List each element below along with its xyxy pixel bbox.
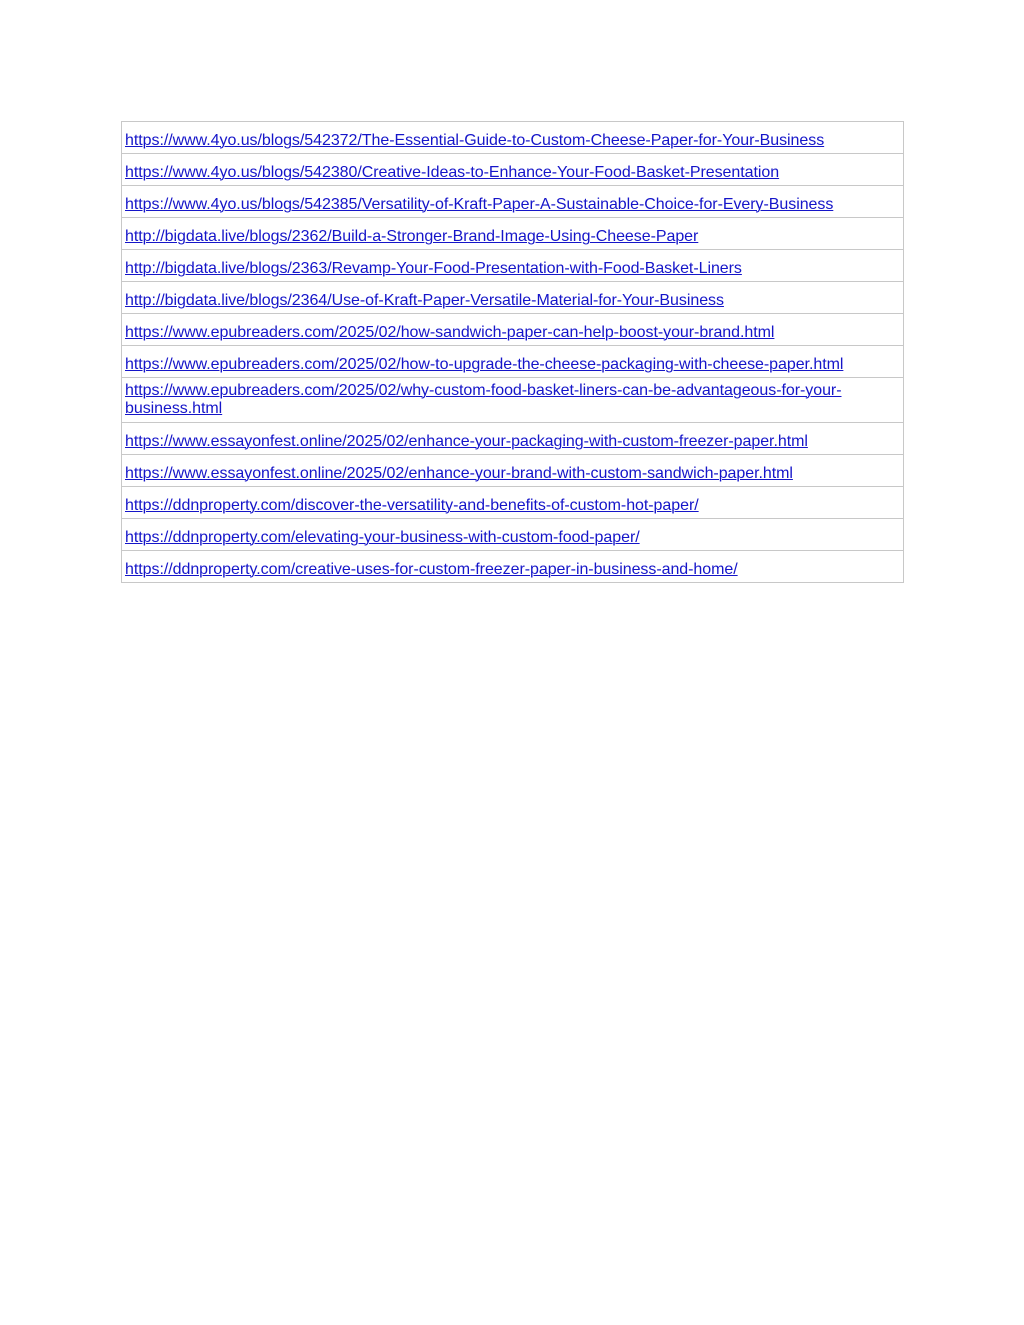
link-epubreaders-sandwich-paper[interactable]: https://www.epubreaders.com/2025/02/how-sandwich-paper-can-help-boost-your-brand.html	[125, 324, 775, 341]
link-ddnproperty-hot-paper[interactable]: https://ddnproperty.com/discover-the-versatility-and-benefits-of-custom-hot-paper/	[125, 497, 699, 514]
link-4yo-cheese-paper-guide[interactable]: https://www.4yo.us/blogs/542372/The-Essential-Guide-to-Custom-Cheese-Paper-for-Your-Business	[125, 132, 825, 149]
table-row	[122, 487, 903, 519]
table-row	[122, 282, 903, 314]
table-row	[122, 346, 903, 378]
table-row	[122, 314, 903, 346]
link-epubreaders-cheese-packaging[interactable]: https://www.epubreaders.com/2025/02/how-to-upgrade-the-cheese-packaging-with-cheese-paper.html	[125, 356, 844, 373]
link-text-line-2: business.html	[125, 400, 223, 417]
table-row	[122, 551, 903, 583]
table-row	[122, 186, 903, 218]
link-essayonfest-freezer-paper[interactable]: https://www.essayonfest.online/2025/02/enhance-your-packaging-with-custom-freezer-paper.html	[125, 433, 808, 450]
table-row	[122, 154, 903, 186]
link-ddnproperty-food-paper[interactable]: https://ddnproperty.com/elevating-your-business-with-custom-food-paper/	[125, 529, 640, 546]
link-epubreaders-food-basket-liners[interactable]	[125, 382, 895, 418]
link-4yo-kraft-paper-versatility[interactable]: https://www.4yo.us/blogs/542385/Versatility-of-Kraft-Paper-A-Sustainable-Choice-for-Every-Business	[125, 196, 834, 213]
link-bigdata-cheese-paper-brand[interactable]: http://bigdata.live/blogs/2362/Build-a-Stronger-Brand-Image-Using-Cheese-Paper	[125, 228, 699, 245]
link-essayonfest-sandwich-paper[interactable]: https://www.essayonfest.online/2025/02/enhance-your-brand-with-custom-sandwich-paper.html	[125, 465, 793, 482]
table-row	[122, 122, 903, 154]
links-table	[121, 121, 904, 583]
link-bigdata-food-basket-liners[interactable]: http://bigdata.live/blogs/2363/Revamp-Your-Food-Presentation-with-Food-Basket-Liners	[125, 260, 742, 277]
table-row	[122, 455, 903, 487]
link-bigdata-kraft-paper[interactable]: http://bigdata.live/blogs/2364/Use-of-Kraft-Paper-Versatile-Material-for-Your-Business	[125, 292, 724, 309]
table-row	[122, 423, 903, 455]
table-row	[122, 519, 903, 551]
table-row	[122, 250, 903, 282]
table-row	[122, 378, 903, 423]
link-ddnproperty-freezer-paper[interactable]: https://ddnproperty.com/creative-uses-for-custom-freezer-paper-in-business-and-home/	[125, 561, 738, 578]
link-4yo-food-basket-ideas[interactable]: https://www.4yo.us/blogs/542380/Creative-Ideas-to-Enhance-Your-Food-Basket-Presentation	[125, 164, 780, 181]
table-row	[122, 218, 903, 250]
link-text-line-1: https://www.epubreaders.com/2025/02/why-custom-food-basket-liners-can-be-advantageous-for-your-	[125, 382, 842, 399]
